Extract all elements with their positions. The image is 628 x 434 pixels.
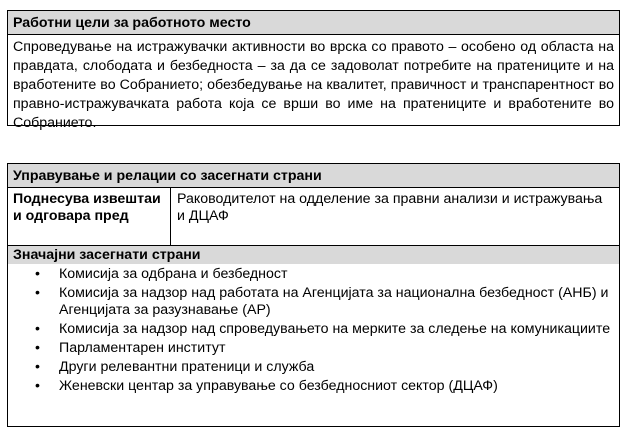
stakeholder-label: Други релевантни пратеници и служба xyxy=(59,359,315,375)
reports-to-label: Поднесува извештаи и одговара пред xyxy=(8,188,171,245)
reports-to-row xyxy=(8,188,619,246)
stakeholder-label: Комисија за одбрана и безбедност xyxy=(59,266,288,282)
list-item xyxy=(8,340,619,357)
work-goals-section xyxy=(7,10,620,131)
work-goals-text: Спроведување на истражувачки активности во врска со правото – особено од областа на правдата, слободата и безбедноста – за да се задоволат потребите на пратениците и на вработените во Собранието; обезбедување на квалитет, правичност и транспарентност во правно-истражувачката работа која се врши во име на пратениците и вработените во Собранието. xyxy=(13,39,614,131)
work-goals-title: Работни цели за работното место xyxy=(8,11,619,35)
bullet-icon: • xyxy=(35,340,40,356)
bullet-icon: • xyxy=(35,321,40,337)
relations-section xyxy=(7,163,620,427)
bullet-icon: • xyxy=(35,359,40,375)
stakeholders-title: Значајни засегнати страни xyxy=(8,246,619,264)
list-item xyxy=(8,359,619,376)
stakeholders-list xyxy=(8,264,619,395)
relations-title: Управување и релации со засегнати страни xyxy=(8,164,619,188)
list-item xyxy=(8,285,619,319)
bullet-icon: • xyxy=(35,266,40,282)
list-item xyxy=(8,321,619,338)
stakeholder-label: Парламентарен институт xyxy=(59,340,226,356)
stakeholder-label: Комисија за надзор над работата на Агенцијата за национална безбедност (АНБ) и Агенцијата за разузнавање (АР) xyxy=(59,285,609,318)
bullet-icon: • xyxy=(35,378,40,394)
bullet-icon: • xyxy=(35,285,40,301)
reports-to-value: Раководителот на одделение за правни анализи и истражувања и ДЦАФ xyxy=(177,191,603,224)
list-item xyxy=(8,378,619,395)
stakeholder-label: Женевски центар за управување со безбедносниот сектор (ДЦАФ) xyxy=(59,378,498,394)
stakeholder-label: Комисија за надзор над спроведувањето на мерките за следење на комуникациите xyxy=(59,321,611,337)
list-item xyxy=(8,266,619,283)
